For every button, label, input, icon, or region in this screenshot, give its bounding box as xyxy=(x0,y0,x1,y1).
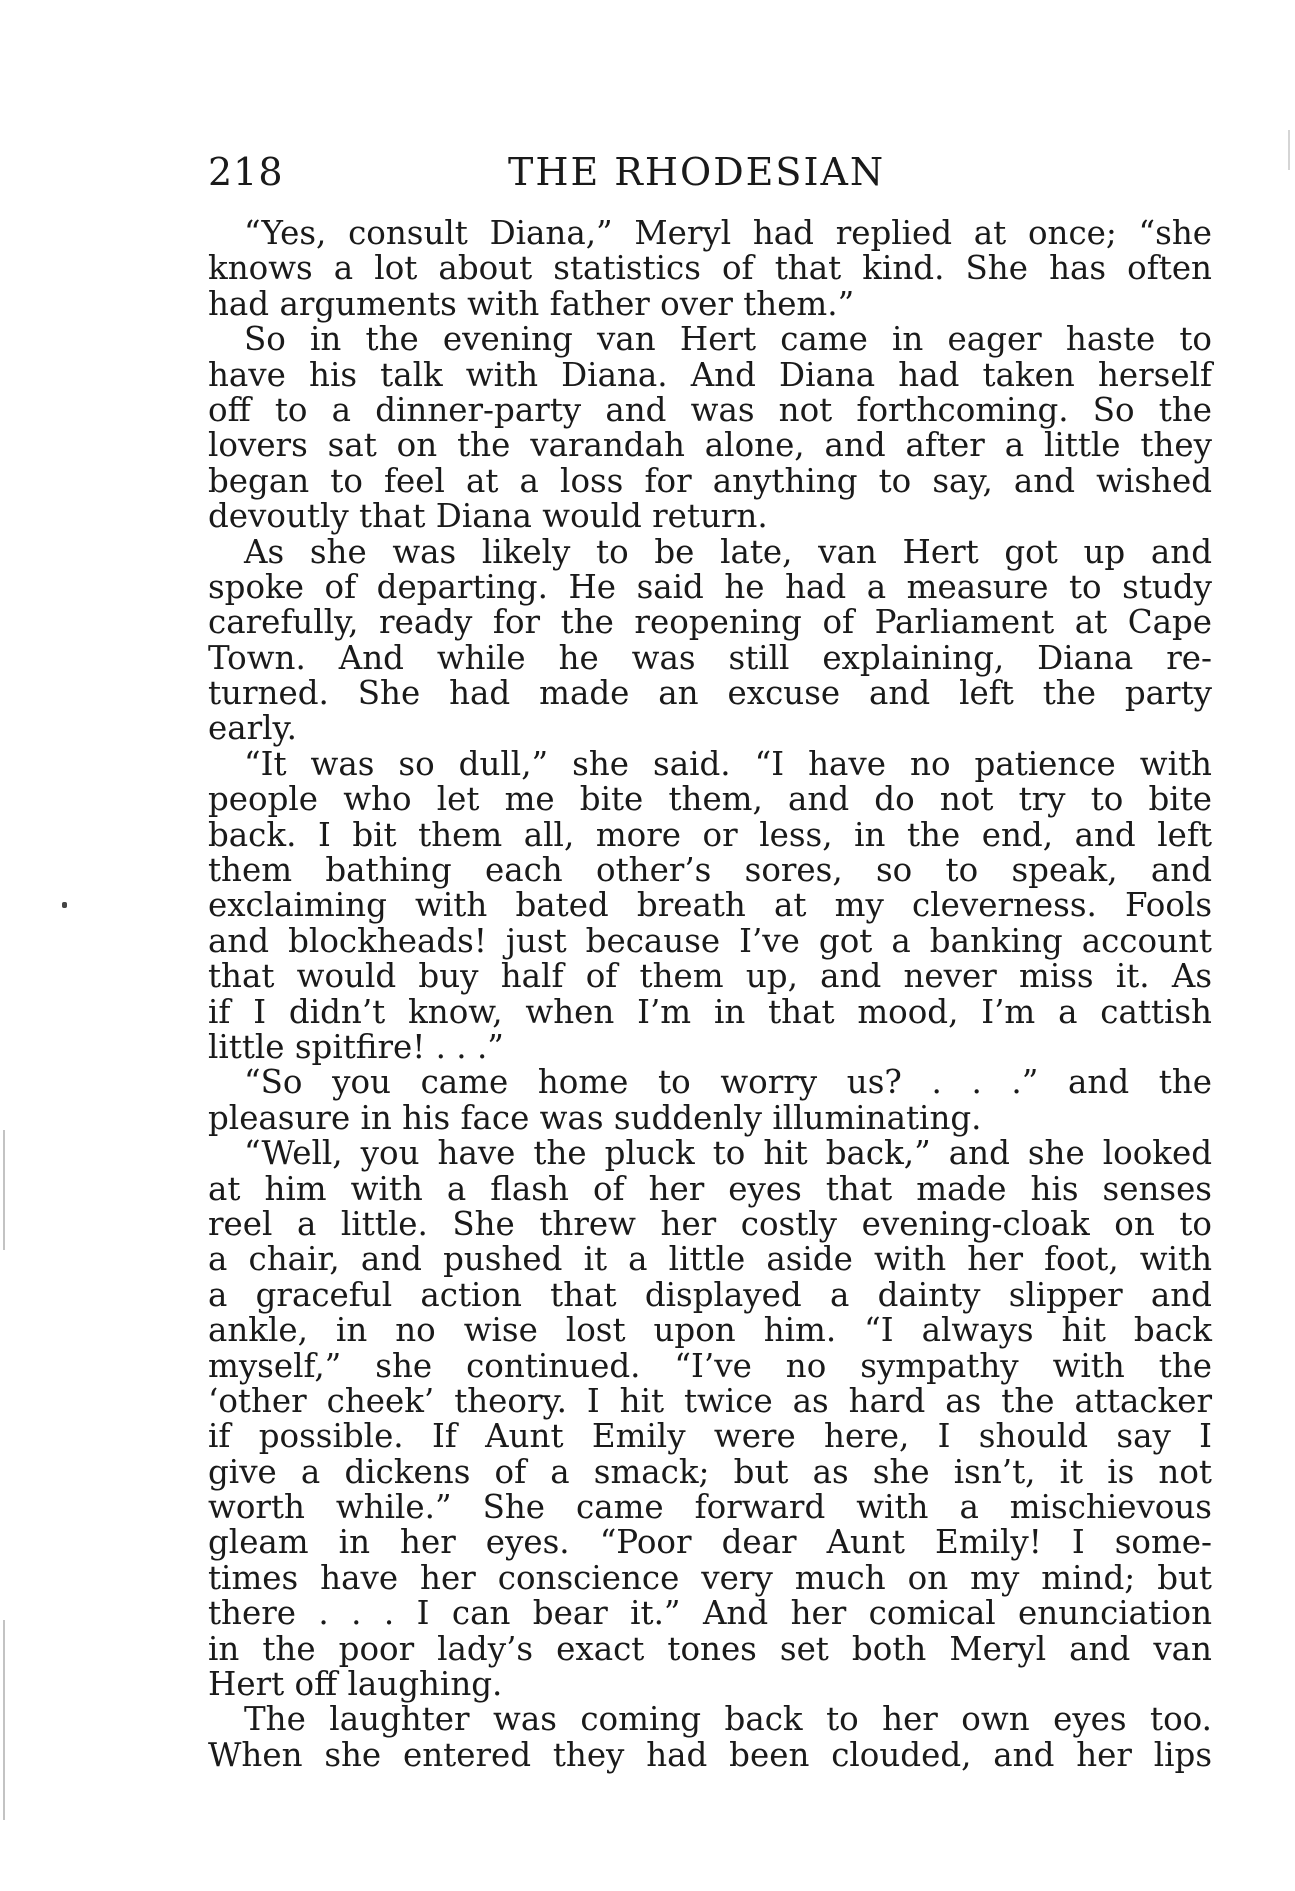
text-line: pleasure in his face was suddenly illuminating. xyxy=(208,1098,982,1137)
text-line: Hert off laughing. xyxy=(208,1665,503,1704)
running-title: THE RHODESIAN xyxy=(508,150,886,194)
text-line: in the poor lady’s exact tones set both Meryl and van xyxy=(208,1629,1212,1668)
text-line: early. xyxy=(208,709,297,748)
text-line: Town. And while he was still explaining, Diana re- xyxy=(208,638,1212,677)
body-text xyxy=(208,216,1212,1773)
text-line: ‘other cheek’ theory. I hit twice as hard as the attacker xyxy=(208,1381,1212,1420)
text-line: ankle, in no wise lost upon him. “I always hit back xyxy=(208,1311,1212,1350)
text-line: back. I bit them all, more or less, in the end, and left xyxy=(208,815,1212,854)
text-line: exclaiming with bated breath at my cleverness. Fools xyxy=(208,886,1212,925)
text-line: spoke of departing. He said he had a measure to study xyxy=(208,567,1212,606)
text-line: times have her conscience very much on my mind; but xyxy=(208,1558,1212,1597)
text-line: As she was likely to be late, van Hert got up and xyxy=(244,532,1212,571)
text-line: So in the evening van Hert came in eager haste to xyxy=(244,320,1212,359)
text-line: there . . . I can bear it.” And her comical enunciation xyxy=(208,1594,1212,1633)
text-line: give a dickens of a smack; but as she isn’t, it is not xyxy=(208,1452,1212,1491)
text-line: and blockheads! just because I’ve got a banking account xyxy=(208,921,1212,960)
text-line: if I didn’t know, when I’m in that mood, I’m a cattish xyxy=(208,992,1212,1031)
text-line: began to feel at a loss for anything to say, and wished xyxy=(208,461,1212,500)
text-line: a graceful action that displayed a dainty slipper and xyxy=(208,1275,1212,1314)
text-line: lovers sat on the varandah alone, and after a little they xyxy=(208,426,1212,465)
text-line: “So you came home to worry us? . . .” and the xyxy=(244,1063,1212,1102)
text-line: have his talk with Diana. And Diana had taken herself xyxy=(208,355,1212,394)
scan-edge-mark xyxy=(1288,130,1290,170)
text-line: little spitfire! . . .” xyxy=(208,1027,504,1066)
text-line: people who let me bite them, and do not try to bite xyxy=(208,780,1212,819)
text-line: The laughter was coming back to her own eyes too. xyxy=(244,1700,1212,1739)
text-line: devoutly that Diana would return. xyxy=(208,497,768,536)
text-line: “Well, you have the pluck to hit back,” and she looked xyxy=(244,1134,1212,1173)
text-line: knows a lot about statistics of that kind. She has often xyxy=(208,249,1212,288)
page-header xyxy=(208,150,1218,210)
text-line: that would buy half of them up, and never miss it. As xyxy=(208,957,1212,996)
text-line: at him with a flash of her eyes that made his senses xyxy=(208,1169,1212,1208)
text-line: “It was so dull,” she said. “I have no patience with xyxy=(244,744,1212,783)
text-line: worth while.” She came forward with a mischievous xyxy=(208,1488,1212,1527)
text-line: turned. She had made an excuse and left the party xyxy=(208,674,1212,713)
text-line: gleam in her eyes. “Poor dear Aunt Emily! I some- xyxy=(208,1523,1212,1562)
scan-edge-mark xyxy=(3,1620,5,1820)
text-line: When she entered they had been clouded, and her lips xyxy=(208,1735,1212,1774)
scan-edge-mark xyxy=(3,1130,5,1250)
text-line: carefully, ready for the reopening of Parliament at Cape xyxy=(208,603,1212,642)
text-line: had arguments with father over them.” xyxy=(208,284,855,323)
page-number: 218 xyxy=(208,150,284,194)
margin-speck xyxy=(62,902,67,908)
text-line: reel a little. She threw her costly evening-cloak on to xyxy=(208,1204,1212,1243)
text-line: off to a dinner-party and was not forthcoming. So the xyxy=(208,390,1212,429)
text-line: a chair, and pushed it a little aside with her foot, with xyxy=(208,1240,1212,1279)
text-line: “Yes, consult Diana,” Meryl had replied at once; “she xyxy=(244,214,1212,252)
text-line: them bathing each other’s sores, so to speak, and xyxy=(208,851,1212,890)
text-line: myself,” she continued. “I’ve no sympathy with the xyxy=(208,1346,1212,1385)
text-line: if possible. If Aunt Emily were here, I should say I xyxy=(208,1417,1212,1456)
